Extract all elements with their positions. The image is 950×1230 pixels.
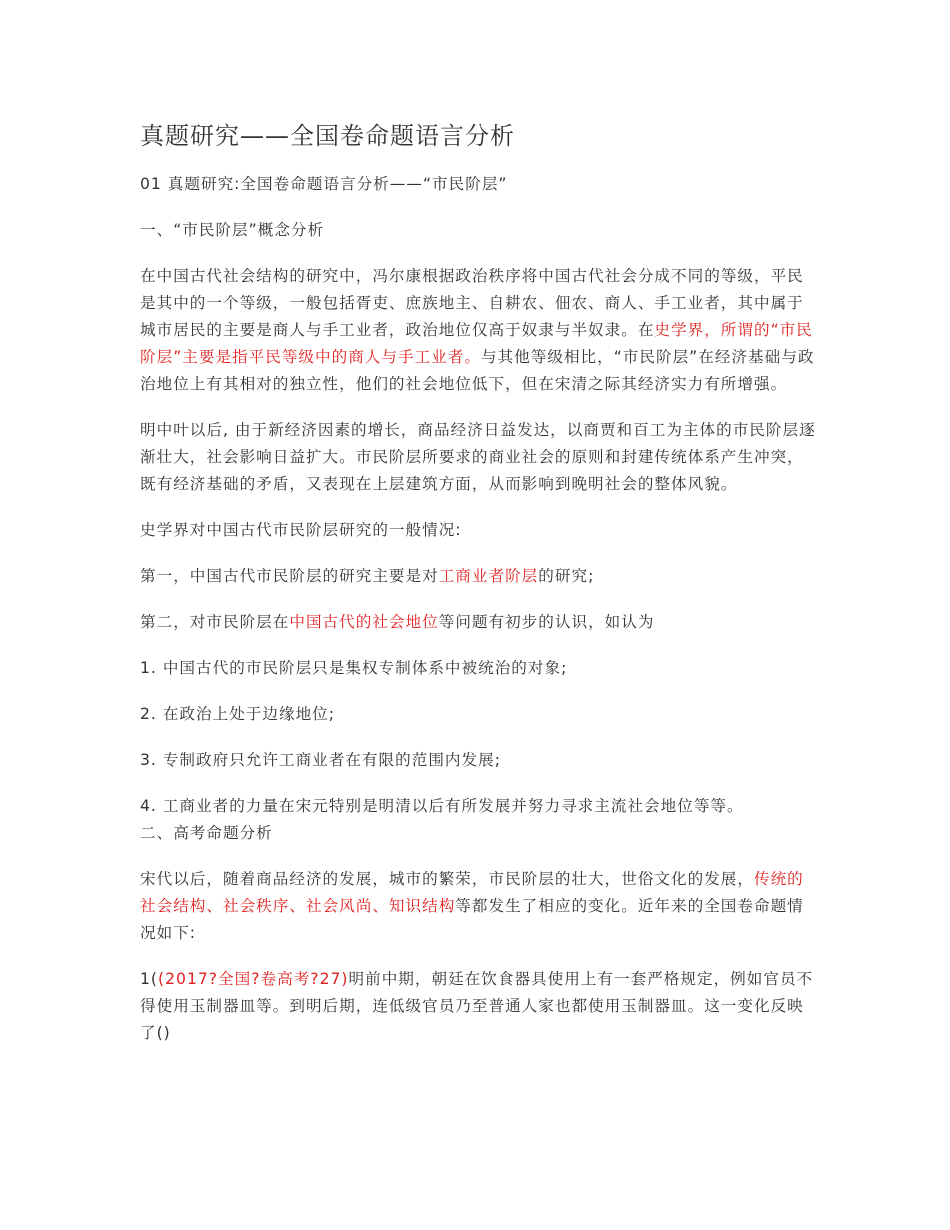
paragraph-text: 与其他等级相比，“市民阶层”在经济基础与政治地位上有其相对的独立性，他们的社会地位低下，但在宋清之际其经济实力有所增强。: [140, 348, 815, 393]
list-item: 3. 专制政府只允许工商业者在有限的范围内发展;: [140, 751, 501, 769]
list-item: 2. 在政治上处于边缘地位;: [140, 705, 336, 723]
highlighted-text: 中国古代的社会地位: [289, 613, 439, 631]
list-item: 1. 中国古代的市民阶层只是集权专制体系中被统治的对象;: [140, 659, 568, 677]
paragraph-text: 第一，中国古代市民阶层的研究主要是对: [140, 567, 439, 585]
paragraph-text: 在中国古代社会结构的研究中，冯尔康根据政治秩序将中国古代社会分成不同的等级，平民是其中的一个等级，一般包括胥吏、庶族地主、自耕农、佃农、商人、手工业者，其中属于城市居民的主要是商人与手工业者，政治地位仅高于奴隶与半奴隶。在: [140, 267, 804, 339]
section-heading-concept: 一、“市民阶层”概念分析: [140, 221, 325, 239]
paragraph-text: 等都发生了相应的变化。近年来的全国卷命题情况如下:: [140, 897, 804, 942]
question-number: 1(: [140, 970, 159, 988]
paragraph-song-changes: [140, 866, 820, 947]
highlighted-text: 史学界，所谓的“市民阶层”主要是指平民等级中的商人与手工业者。: [140, 321, 813, 366]
highlighted-text: 工商业者阶层: [438, 567, 539, 585]
paragraph-concept-definition: [140, 263, 820, 398]
question-source: (2017?全国?卷高考?27): [158, 970, 349, 988]
paragraph-second-point: [140, 609, 820, 636]
paragraph-text: 等问题有初步的认识，如认为: [438, 613, 655, 631]
subtitle: 01 真题研究:全国卷命题语言分析——“市民阶层”: [140, 175, 508, 193]
paragraph-research-intro: 史学界对中国古代市民阶层研究的一般情况:: [140, 521, 462, 539]
paragraph-text: 的研究;: [538, 567, 595, 585]
section-heading-exam: 二、高考命题分析: [140, 824, 273, 842]
question-item: [140, 966, 820, 1047]
paragraph-first-point: [140, 563, 820, 590]
highlighted-text: 传统的社会结构、社会秩序、社会风尚、知识结构: [140, 870, 804, 915]
list-item: 4. 工商业者的力量在宋元特别是明清以后有所发展并努力寻求主流社会地位等等。: [140, 797, 744, 815]
paragraph-ming-development: 明中叶以后, 由于新经济因素的增长，商品经济日益发达，以商贾和百工为主体的市民阶层逐渐壮大，社会影响日益扩大。市民阶层所要求的商业社会的原则和封建传统体系产生冲突，既有经济基础的矛盾，又表现在上层建筑方面，从而影响到晚明社会的整体风貌。: [140, 421, 816, 493]
page-title: 真题研究——全国卷命题语言分析: [140, 122, 515, 150]
question-text: 明前中期，朝廷在饮食器具使用上有一套严格规定，例如官员不得使用玉制器皿等。到明后期，连低级官员乃至普通人家也都使用玉制器皿。这一变化反映了(): [140, 970, 814, 1042]
document-page: [140, 116, 820, 1066]
paragraph-text: 宋代以后，随着商品经济的发展，城市的繁荣，市民阶层的壮大，世俗文化的发展，: [140, 870, 754, 888]
paragraph-text: 第二，对市民阶层在: [140, 613, 290, 631]
